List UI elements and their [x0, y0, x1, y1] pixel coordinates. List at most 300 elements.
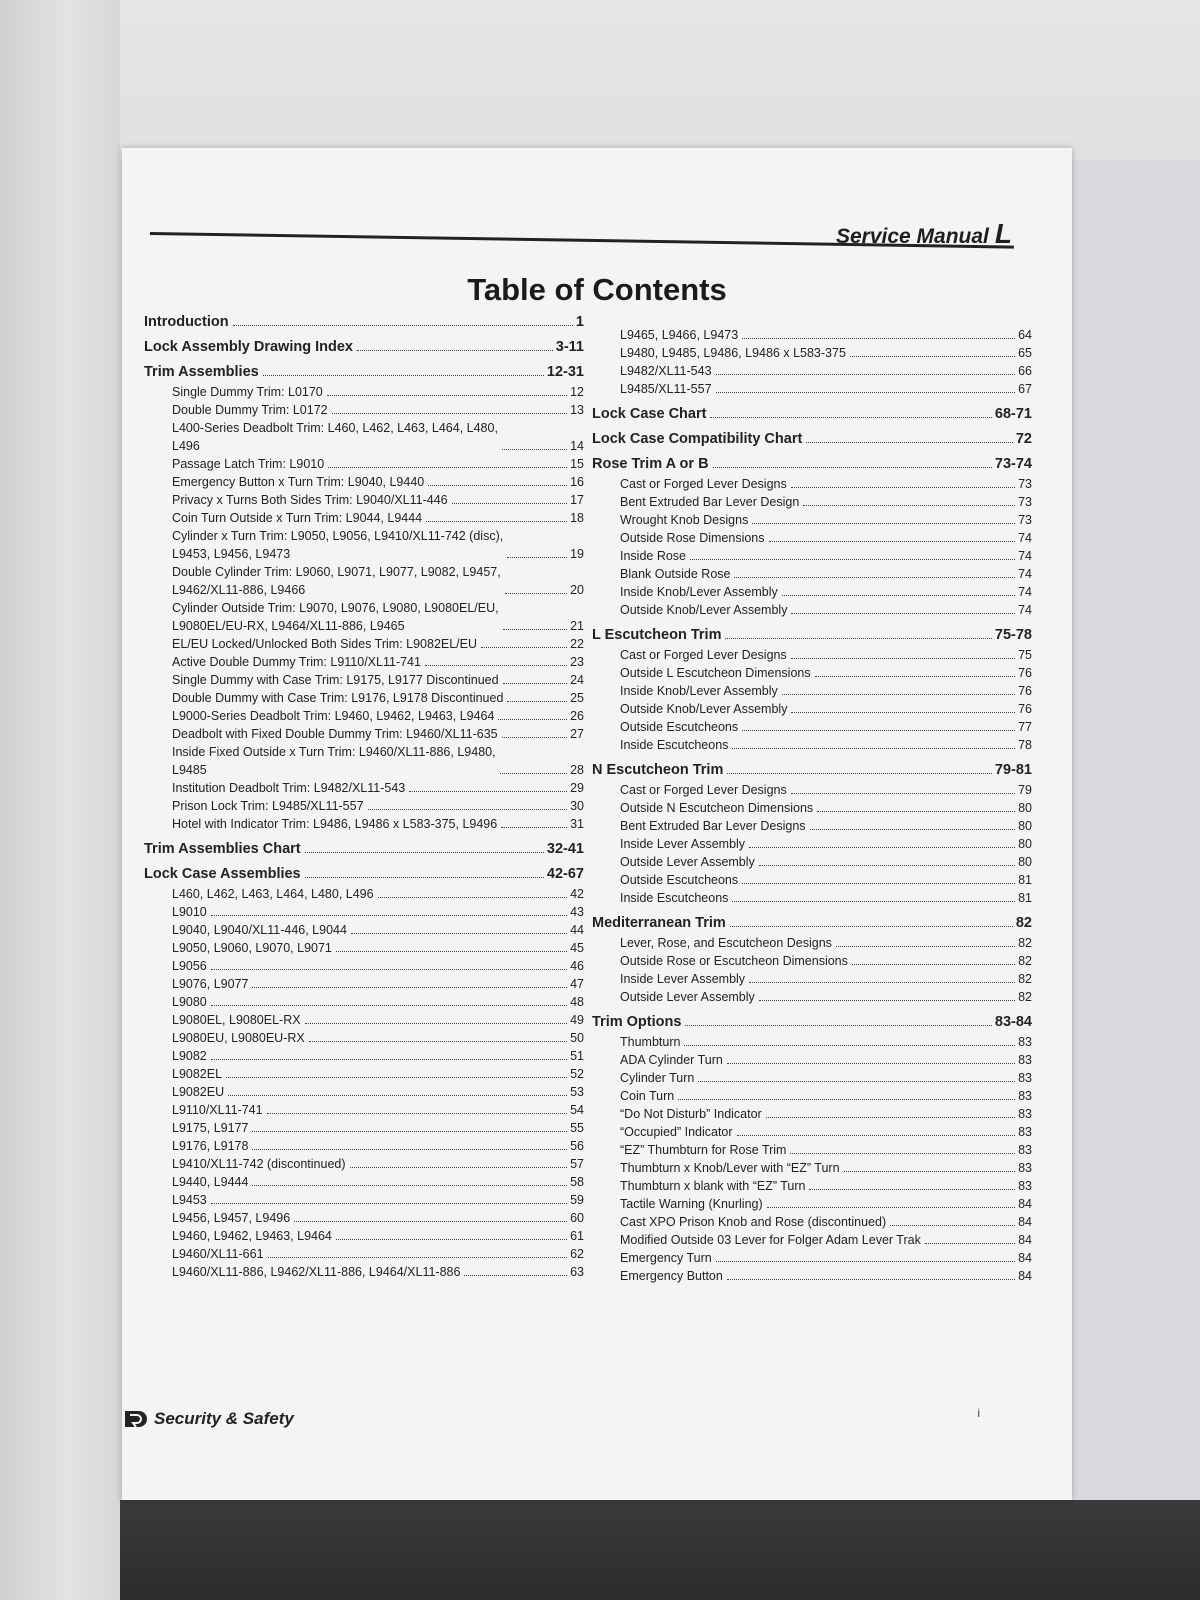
dot-leader — [305, 1023, 568, 1024]
toc-entry-label: Trim Assemblies Chart — [144, 841, 301, 857]
toc-entry-page: 25 — [570, 691, 584, 705]
toc-entry-page: 55 — [570, 1121, 584, 1135]
toc-entry-page: 21 — [570, 619, 584, 633]
toc-entry-label: Cast or Forged Lever Designs — [620, 648, 787, 662]
dot-leader — [328, 467, 567, 468]
toc-entry-page: 51 — [570, 1049, 584, 1063]
toc-entry — [592, 1231, 1032, 1249]
toc-entry-page: 83 — [1018, 1107, 1032, 1121]
dot-leader — [425, 665, 567, 666]
toc-entry-label: Cylinder x Turn Trim: L9050, L9056, L9410/XL11-742 (disc), L9453, L9456, L9473 — [172, 529, 504, 561]
toc-entry-label: L9440, L9444 — [172, 1175, 249, 1189]
toc-entry-page: 3-11 — [555, 339, 584, 355]
toc-entry — [144, 993, 584, 1011]
toc-entry-label: Inside Knob/Lever Assembly — [620, 684, 778, 698]
toc-entry — [592, 511, 1032, 529]
dot-leader — [502, 449, 567, 450]
toc-entry — [592, 970, 1032, 988]
toc-entry-label: Outside Knob/Lever Assembly — [620, 702, 788, 716]
dot-leader — [766, 1117, 1015, 1118]
dot-leader — [727, 773, 992, 774]
toc-entry-page: 18 — [570, 511, 584, 525]
toc-entry — [144, 455, 584, 473]
toc-entry — [592, 1123, 1032, 1141]
toc-entry-label: Inside Lever Assembly — [620, 972, 746, 986]
toc-entry — [144, 957, 584, 975]
toc-entry — [144, 779, 584, 797]
toc-entry-label: “Do Not Disturb” Indicator — [620, 1107, 762, 1121]
toc-section-entry — [144, 865, 584, 883]
toc-entry-page: 83 — [1018, 1089, 1032, 1103]
toc-entry-label: L9050, L9060, L9070, L9071 — [172, 941, 332, 955]
toc-entry-label: Tactile Warning (Knurling) — [620, 1197, 763, 1211]
toc-entry-page: 80 — [1018, 855, 1032, 869]
toc-entry — [144, 1263, 584, 1281]
dot-leader — [713, 467, 992, 468]
dot-leader — [752, 523, 1015, 524]
header-letter: L — [994, 218, 1012, 249]
dot-leader — [263, 375, 544, 376]
toc-entry-label: Lock Case Chart — [592, 406, 707, 422]
toc-entry-page: 23 — [570, 655, 584, 669]
toc-entry-page: 74 — [1018, 603, 1032, 617]
toc-entry-label: L9082 — [172, 1049, 207, 1063]
toc-section-entry — [144, 840, 584, 858]
toc-entry — [144, 1047, 584, 1065]
toc-entry-page: 67 — [1018, 382, 1032, 396]
toc-entry-label: Emergency Button — [620, 1269, 723, 1283]
toc-entry-label: L9082EL — [172, 1067, 223, 1081]
toc-section-entry — [592, 914, 1032, 932]
toc-entry-label: Rose Trim A or B — [592, 456, 709, 472]
toc-entry-page: 84 — [1018, 1269, 1032, 1283]
toc-entry-page: 82 — [1018, 936, 1032, 950]
toc-entry-label: Deadbolt with Fixed Double Dummy Trim: L9460/XL11-635 — [172, 727, 498, 741]
dot-leader — [501, 827, 567, 828]
dot-leader — [678, 1099, 1015, 1100]
toc-entry-page: 79 — [1018, 783, 1032, 797]
toc-entry-page: 81 — [1018, 873, 1032, 887]
toc-entry-page: 45 — [570, 941, 584, 955]
toc-entry-page: 76 — [1018, 666, 1032, 680]
toc-entry-page: 13 — [570, 403, 584, 417]
toc-entry-page: 77 — [1018, 720, 1032, 734]
toc-entry — [144, 527, 584, 563]
dot-leader — [791, 487, 1015, 488]
toc-entry — [592, 781, 1032, 799]
toc-entry-page: 82 — [1018, 972, 1032, 986]
toc-entry-page: 84 — [1018, 1251, 1032, 1265]
toc-entry-page: 73 — [1018, 495, 1032, 509]
dot-leader — [252, 1185, 567, 1186]
toc-entry — [592, 380, 1032, 398]
toc-entry-label: Inside Escutcheons — [620, 738, 729, 752]
toc-entry-label: Single Dummy Trim: L0170 — [172, 385, 323, 399]
dot-leader — [507, 701, 567, 702]
toc-entry — [144, 509, 584, 527]
toc-entry-page: 53 — [570, 1085, 584, 1099]
dot-leader — [428, 485, 567, 486]
toc-entry-label: L9076, L9077 — [172, 977, 249, 991]
toc-entry-label: Cylinder Turn — [620, 1071, 695, 1085]
toc-entry-label: Introduction — [144, 314, 229, 330]
toc-entry-label: Lock Assembly Drawing Index — [144, 339, 353, 355]
dot-leader — [749, 982, 1015, 983]
toc-entry — [144, 797, 584, 815]
toc-entry-page: 60 — [570, 1211, 584, 1225]
toc-entry-label: Inside Fixed Outside x Turn Trim: L9460/XL11-886, L9480, L9485 — [172, 745, 496, 777]
toc-entry — [144, 1173, 584, 1191]
dot-leader — [737, 1135, 1016, 1136]
toc-entry-page: 12 — [570, 385, 584, 399]
toc-entry — [592, 799, 1032, 817]
toc-entry-page: 57 — [570, 1157, 584, 1171]
toc-entry — [592, 853, 1032, 871]
toc-entry-page: 75-78 — [994, 627, 1032, 643]
toc-entry-page: 64 — [1018, 328, 1032, 342]
dot-leader — [507, 557, 567, 558]
dot-leader — [836, 946, 1015, 947]
toc-entry-page: 84 — [1018, 1197, 1032, 1211]
toc-entry-page: 83 — [1018, 1053, 1032, 1067]
toc-entry-page: 82 — [1018, 990, 1032, 1004]
toc-entry-page: 74 — [1018, 549, 1032, 563]
toc-entry-page: 24 — [570, 673, 584, 687]
toc-entry-page: 14 — [570, 439, 584, 453]
toc-entry — [144, 491, 584, 509]
toc-entry — [144, 743, 584, 779]
toc-entry-label: L9482/XL11-543 — [620, 364, 712, 378]
toc-entry — [592, 326, 1032, 344]
toc-entry-page: 83-84 — [994, 1014, 1032, 1030]
dot-leader — [211, 1005, 567, 1006]
toc-entry-label: Outside Rose Dimensions — [620, 531, 765, 545]
toc-entry-page: 80 — [1018, 819, 1032, 833]
dot-leader — [782, 694, 1015, 695]
toc-entry — [592, 344, 1032, 362]
dot-leader — [305, 852, 544, 853]
toc-entry-label: Emergency Button x Turn Trim: L9040, L9440 — [172, 475, 425, 489]
toc-entry — [592, 362, 1032, 380]
toc-entry — [144, 653, 584, 671]
dot-leader — [378, 897, 568, 898]
toc-entry-page: 83 — [1018, 1143, 1032, 1157]
dot-leader — [742, 883, 1015, 884]
toc-entry — [592, 475, 1032, 493]
dot-leader — [327, 395, 567, 396]
toc-entry-page: 22 — [570, 637, 584, 651]
toc-entry-label: Inside Lever Assembly — [620, 837, 746, 851]
toc-entry-label: L400-Series Deadbolt Trim: L460, L462, L463, L464, L480, L496 — [172, 421, 498, 453]
dot-leader — [759, 865, 1015, 866]
toc-entry-page: 27 — [570, 727, 584, 741]
toc-entry-label: Double Dummy with Case Trim: L9176, L9178 Discontinued — [172, 691, 504, 705]
toc-entry-label: Outside Knob/Lever Assembly — [620, 603, 788, 617]
toc-entry-label: Cast XPO Prison Knob and Rose (discontinued) — [620, 1215, 887, 1229]
dot-leader — [368, 809, 568, 810]
toc-entry-label: EL/EU Locked/Unlocked Both Sides Trim: L9082EL/EU — [172, 637, 478, 651]
toc-entry-label: Outside Lever Assembly — [620, 990, 755, 1004]
page-title: Table of Contents — [467, 272, 727, 307]
toc-entry — [144, 1227, 584, 1245]
dot-leader — [791, 658, 1015, 659]
toc-entry-label: Thumbturn x blank with “EZ” Turn — [620, 1179, 806, 1193]
toc-entry-label: Coin Turn Outside x Turn Trim: L9044, L9444 — [172, 511, 423, 525]
toc-entry-label: Outside N Escutcheon Dimensions — [620, 801, 814, 815]
dot-leader — [742, 730, 1015, 731]
toc-entry-label: Outside Escutcheons — [620, 873, 739, 887]
toc-entry-label: Double Cylinder Trim: L9060, L9071, L9077, L9082, L9457, L9462/XL11-886, L9466 — [172, 565, 501, 597]
toc-entry — [592, 988, 1032, 1006]
dot-leader — [725, 638, 991, 639]
dot-leader — [769, 541, 1016, 542]
toc-entry — [592, 664, 1032, 682]
dot-leader — [716, 1261, 1015, 1262]
dot-leader — [791, 793, 1015, 794]
dot-leader — [211, 969, 567, 970]
dot-leader — [742, 338, 1015, 339]
toc-entry-label: L9456, L9457, L9496 — [172, 1211, 291, 1225]
toc-entry-page: 29 — [570, 781, 584, 795]
toc-entry-label: Coin Turn — [620, 1089, 675, 1103]
toc-entry — [144, 1155, 584, 1173]
dot-leader — [252, 987, 567, 988]
toc-entry-label: Inside Escutcheons — [620, 891, 729, 905]
dot-leader — [502, 737, 567, 738]
toc-entry — [592, 871, 1032, 889]
dot-leader — [844, 1171, 1016, 1172]
brand-logo-text: Security & Safety — [154, 1409, 294, 1428]
dot-leader — [481, 647, 567, 648]
toc-entry — [592, 1195, 1032, 1213]
dot-leader — [211, 1203, 567, 1204]
toc-entry-page: 19 — [570, 547, 584, 561]
dot-leader — [211, 915, 567, 916]
toc-entry-label: “Occupied” Indicator — [620, 1125, 733, 1139]
binder-spine — [0, 0, 120, 1600]
toc-entry — [144, 975, 584, 993]
toc-entry-label: Cast or Forged Lever Designs — [620, 477, 787, 491]
toc-entry-page: 65 — [1018, 346, 1032, 360]
toc-entry — [592, 1069, 1032, 1087]
dot-leader — [350, 1167, 568, 1168]
toc-entry-label: Active Double Dummy Trim: L9110/XL11-741 — [172, 655, 421, 669]
toc-entry-label: L9485/XL11-557 — [620, 382, 712, 396]
toc-entry-page: 48 — [570, 995, 584, 1009]
toc-entry-label: Double Dummy Trim: L0172 — [172, 403, 328, 417]
toc-right-column — [592, 326, 1032, 1285]
toc-entry — [592, 493, 1032, 511]
toc-left-column — [144, 306, 584, 1281]
toc-entry — [144, 815, 584, 833]
toc-entry-label: Cylinder Outside Trim: L9070, L9076, L9080, L9080EL/EU, L9080EL/EU-RX, L9464/XL11-886, L9465 — [172, 601, 499, 633]
toc-section-entry — [592, 455, 1032, 473]
toc-entry-label: Outside Lever Assembly — [620, 855, 755, 869]
toc-entry — [144, 671, 584, 689]
toc-entry-label: Outside L Escutcheon Dimensions — [620, 666, 811, 680]
toc-section-entry — [592, 405, 1032, 423]
dot-leader — [336, 951, 567, 952]
toc-entry — [592, 547, 1032, 565]
toc-entry-page: 59 — [570, 1193, 584, 1207]
toc-section-entry — [592, 761, 1032, 779]
toc-entry — [592, 700, 1032, 718]
dot-leader — [809, 1189, 1015, 1190]
dot-leader — [252, 1149, 567, 1150]
dot-leader — [852, 964, 1015, 965]
toc-entry — [144, 419, 584, 455]
brand-logo — [122, 1408, 294, 1430]
toc-entry-page: 80 — [1018, 801, 1032, 815]
toc-entry — [592, 682, 1032, 700]
toc-entry — [592, 736, 1032, 754]
dot-leader — [710, 417, 991, 418]
toc-entry — [144, 599, 584, 635]
toc-entry — [144, 1209, 584, 1227]
toc-entry-page: 73 — [1018, 477, 1032, 491]
toc-entry-page: 28 — [570, 763, 584, 777]
toc-entry — [592, 601, 1032, 619]
toc-entry-label: Thumbturn — [620, 1035, 681, 1049]
toc-entry — [592, 1087, 1032, 1105]
dot-leader — [464, 1275, 567, 1276]
toc-entry-label: L9453 — [172, 1193, 207, 1207]
toc-entry — [144, 1119, 584, 1137]
toc-entry-page: 46 — [570, 959, 584, 973]
dot-leader — [685, 1025, 991, 1026]
toc-entry-page: 76 — [1018, 684, 1032, 698]
header-title: Service Manual — [835, 225, 989, 248]
toc-section-entry — [144, 363, 584, 381]
toc-entry-label: L9080EL, L9080EL-RX — [172, 1013, 301, 1027]
dot-leader — [767, 1207, 1015, 1208]
toc-entry-label: Bent Extruded Bar Lever Designs — [620, 819, 806, 833]
toc-entry-page: 83 — [1018, 1125, 1032, 1139]
dot-leader — [815, 676, 1015, 677]
toc-entry-page: 58 — [570, 1175, 584, 1189]
toc-entry-page: 74 — [1018, 531, 1032, 545]
background-sheet — [0, 0, 1200, 160]
toc-entry — [592, 817, 1032, 835]
toc-entry — [592, 1141, 1032, 1159]
toc-entry-label: L9410/XL11-742 (discontinued) — [172, 1157, 346, 1171]
toc-entry — [144, 383, 584, 401]
toc-entry-label: Emergency Turn — [620, 1251, 712, 1265]
toc-entry-page: 15 — [570, 457, 584, 471]
toc-entry-label: L9110/XL11-741 — [172, 1103, 263, 1117]
toc-entry — [144, 1083, 584, 1101]
toc-entry-label: “EZ” Thumbturn for Rose Trim — [620, 1143, 787, 1157]
toc-entry — [592, 1267, 1032, 1285]
toc-entry-label: Mediterranean Trim — [592, 915, 726, 931]
toc-entry-page: 50 — [570, 1031, 584, 1045]
toc-entry — [144, 921, 584, 939]
toc-entry-label: N Escutcheon Trim — [592, 762, 724, 778]
toc-entry-page: 83 — [1018, 1179, 1032, 1193]
dot-leader — [698, 1081, 1015, 1082]
toc-entry — [592, 1033, 1032, 1051]
toc-entry-label: Prison Lock Trim: L9485/XL11-557 — [172, 799, 364, 813]
toc-entry-page: 83 — [1018, 1071, 1032, 1085]
dot-leader — [268, 1257, 568, 1258]
dot-leader — [498, 719, 567, 720]
toc-entry — [144, 473, 584, 491]
toc-entry-label: Hotel with Indicator Trim: L9486, L9486 x L583-375, L9496 — [172, 817, 498, 831]
toc-entry — [144, 401, 584, 419]
toc-entry — [592, 1159, 1032, 1177]
toc-entry-page: 84 — [1018, 1233, 1032, 1247]
dot-leader — [503, 683, 568, 684]
dot-leader — [211, 1059, 567, 1060]
toc-entry — [144, 1245, 584, 1263]
toc-entry-page: 76 — [1018, 702, 1032, 716]
toc-entry-page: 81 — [1018, 891, 1032, 905]
toc-entry — [144, 1191, 584, 1209]
toc-entry-page: 80 — [1018, 837, 1032, 851]
toc-entry-label: L9176, L9178 — [172, 1139, 249, 1153]
toc-entry — [592, 529, 1032, 547]
dot-leader — [452, 503, 567, 504]
dot-leader — [503, 629, 568, 630]
toc-entry-page: 54 — [570, 1103, 584, 1117]
toc-entry — [144, 563, 584, 599]
toc-entry-page: 26 — [570, 709, 584, 723]
dot-leader — [730, 926, 1013, 927]
toc-entry-label: Privacy x Turns Both Sides Trim: L9040/XL11-446 — [172, 493, 448, 507]
toc-entry — [592, 1213, 1032, 1231]
toc-entry — [144, 885, 584, 903]
dot-leader — [791, 712, 1015, 713]
toc-entry-label: Lock Case Assemblies — [144, 866, 301, 882]
dot-leader — [305, 877, 544, 878]
dot-leader — [716, 392, 1016, 393]
brand-mark-icon — [122, 1408, 150, 1430]
toc-entry-label: Outside Escutcheons — [620, 720, 739, 734]
toc-entry-label: Thumbturn x Knob/Lever with “EZ” Turn — [620, 1161, 840, 1175]
toc-entry — [144, 635, 584, 653]
toc-entry-page: 73-74 — [994, 456, 1032, 472]
toc-entry-label: L9080 — [172, 995, 207, 1009]
toc-entry-page: 63 — [570, 1265, 584, 1279]
toc-entry-label: L9040, L9040/XL11-446, L9044 — [172, 923, 347, 937]
toc-section-entry — [144, 338, 584, 356]
dot-leader — [806, 442, 1013, 443]
toc-entry-label: Modified Outside 03 Lever for Folger Adam Lever Trak — [620, 1233, 921, 1247]
dot-leader — [228, 1095, 567, 1096]
toc-entry-label: L9082EU — [172, 1085, 225, 1099]
desk-surface — [120, 1500, 1200, 1600]
dot-leader — [336, 1239, 567, 1240]
toc-entry — [592, 718, 1032, 736]
dot-leader — [732, 901, 1015, 902]
dot-leader — [267, 1113, 568, 1114]
toc-entry-label: Trim Options — [592, 1014, 682, 1030]
toc-entry — [592, 646, 1032, 664]
dot-leader — [505, 593, 567, 594]
toc-entry — [592, 1105, 1032, 1123]
toc-entry-label: L9480, L9485, L9486, L9486 x L583-375 — [620, 346, 846, 360]
dot-leader — [409, 791, 567, 792]
dot-leader — [426, 521, 567, 522]
toc-entry-label: L9080EU, L9080EU-RX — [172, 1031, 305, 1045]
toc-entry-label: Wrought Knob Designs — [620, 513, 749, 527]
toc-entry-label: L9056 — [172, 959, 207, 973]
toc-entry-page: 1 — [575, 314, 584, 330]
toc-entry-label: Single Dummy with Case Trim: L9175, L9177 Discontinued — [172, 673, 499, 687]
toc-entry-label: Institution Deadbolt Trim: L9482/XL11-543 — [172, 781, 406, 795]
toc-entry-page: 42-67 — [546, 866, 584, 882]
toc-entry-page: 56 — [570, 1139, 584, 1153]
